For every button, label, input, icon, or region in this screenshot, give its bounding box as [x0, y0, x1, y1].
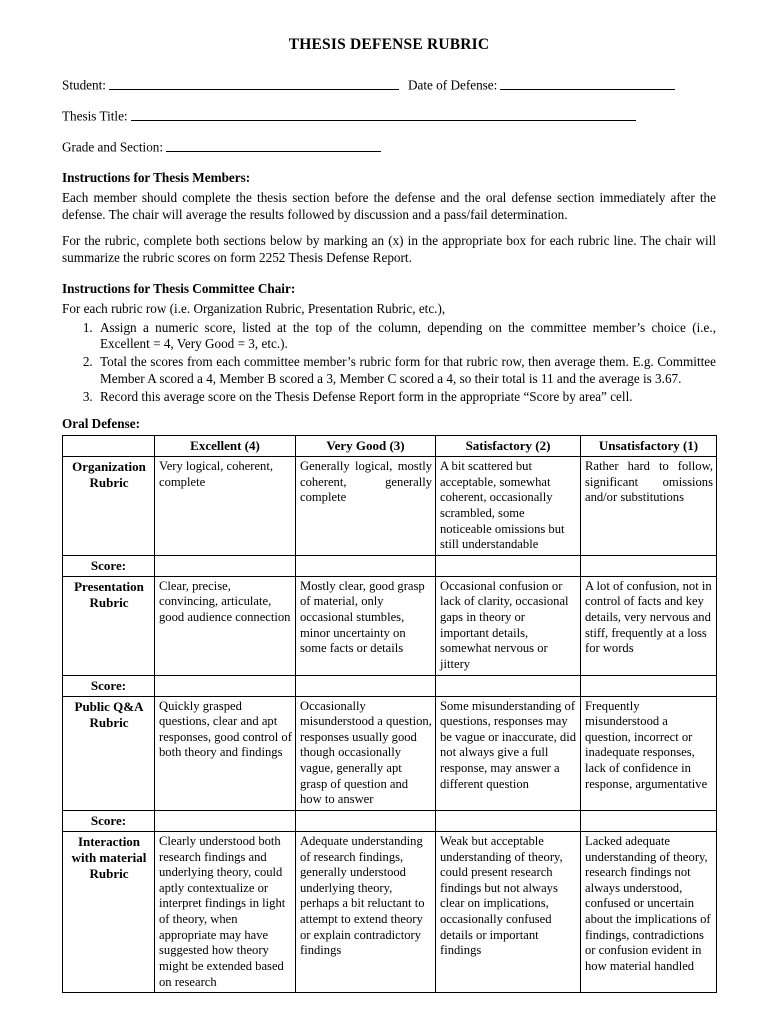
- cell-public-qa-unsatisfactory[interactable]: Frequently misunderstood a question, incorrect or inadequate responses, lack of confidence in response, argumentative: [581, 696, 717, 810]
- page-title: THESIS DEFENSE RUBRIC: [288, 36, 490, 53]
- form-row-grade-section: [62, 138, 716, 156]
- score-input-presentation-satisfactory[interactable]: [436, 675, 581, 696]
- cell-presentation-very-good[interactable]: Mostly clear, good grasp of material, only occasional stumbles, minor uncertainty on some facts or details: [296, 576, 436, 675]
- instructions-members-heading: Instructions for Thesis Members:: [62, 170, 251, 186]
- cell-organization-satisfactory[interactable]: A bit scattered but acceptable, somewhat coherent, occasionally scrambled, some noticeable omissions but still understandable: [436, 457, 581, 556]
- thesis-title-label: Thesis Title:: [62, 108, 128, 124]
- date-of-defense-label: Date of Defense:: [407, 77, 498, 93]
- score-label-presentation: Score:: [63, 675, 155, 696]
- column-header-excellent: Excellent (4): [155, 436, 296, 457]
- row-label-public-qa-rubric: Public Q&A Rubric: [63, 696, 155, 810]
- instructions-members-paragraph-1: Each member should complete the thesis section before the defense and the oral defense section immediately after the defense. The chair will average the results followed by discussion and a pass/fail determination.: [62, 190, 716, 222]
- grade-and-section-input[interactable]: [166, 138, 381, 152]
- chair-step-3: 3. Record this average score on the Thesis Defense Report form in the appropriate “Score by area” cell.: [96, 389, 716, 406]
- instructions-chair-steps: [62, 320, 716, 406]
- column-header-very-good: Very Good (3): [296, 436, 436, 457]
- score-row-organization: [63, 555, 717, 576]
- cell-presentation-excellent[interactable]: Clear, precise, convincing, articulate, good audience connection: [155, 576, 296, 675]
- column-header-unsatisfactory: Unsatisfactory (1): [581, 436, 717, 457]
- instructions-members-paragraph-2: For the rubric, complete both sections below by marking an (x) in the appropriate box for each rubric line. The chair will summarize the rubric scores on form 2252 Thesis Defense Report.: [62, 232, 716, 265]
- row-label-organization-rubric: Organization Rubric: [63, 457, 155, 556]
- cell-interaction-very-good[interactable]: Adequate understanding of research findings, generally understood underlying theory, perhaps a bit reluctant to attempt to extend theory or explain contradictory findings: [296, 832, 436, 993]
- form-row-student-date: [62, 76, 716, 94]
- chair-step-2: 2. Total the scores from each committee member’s rubric form for that rubric row, then average them. E.g. Committee Member A scored a 4, Member B scored a 3, Member C scored a 4, so their total is 11 and the average is 3.67.: [96, 354, 716, 388]
- cell-public-qa-excellent[interactable]: Quickly grasped questions, clear and apt responses, good control of both theory and findings: [155, 696, 296, 810]
- score-row-presentation: [63, 675, 717, 696]
- score-input-public-qa-excellent[interactable]: [155, 810, 296, 831]
- cell-organization-unsatisfactory[interactable]: Rather hard to follow, significant omissions and/or substitutions: [581, 457, 717, 556]
- form-row-thesis-title: [62, 107, 716, 125]
- student-label: Student:: [62, 77, 106, 93]
- score-label-organization: Score:: [63, 555, 155, 576]
- chair-step-1: 1. Assign a numeric score, listed at the top of the column, depending on the committee member’s choice (i.e., Excellent = 4, Very Good = 3, etc.).: [96, 320, 716, 354]
- score-input-presentation-unsatisfactory[interactable]: [581, 675, 717, 696]
- cell-organization-excellent[interactable]: Very logical, coherent, complete: [155, 457, 296, 556]
- cell-interaction-excellent[interactable]: Clearly understood both research findings and underlying theory, could aptly contextualize or interpret findings in light of theory, when appropriate may have suggested how theory might be extended based on research: [155, 832, 296, 993]
- cell-presentation-unsatisfactory[interactable]: A lot of confusion, not in control of facts and key details, very nervous and stiff, frequently at a loss for words: [581, 576, 717, 675]
- thesis-title-input[interactable]: [131, 107, 636, 121]
- column-header-blank: [63, 436, 155, 457]
- grade-and-section-label: Grade and Section:: [62, 139, 164, 155]
- score-input-organization-unsatisfactory[interactable]: [581, 555, 717, 576]
- table-row: [63, 457, 717, 556]
- score-input-public-qa-very-good[interactable]: [296, 810, 436, 831]
- score-input-public-qa-satisfactory[interactable]: [436, 810, 581, 831]
- row-label-presentation-rubric: Presentation Rubric: [63, 576, 155, 675]
- score-input-organization-very-good[interactable]: [296, 555, 436, 576]
- student-input[interactable]: [109, 76, 399, 90]
- row-label-interaction-with-material-rubric: Interaction with material Rubric: [63, 832, 155, 993]
- table-row: [63, 832, 717, 993]
- page-content: [62, 36, 716, 993]
- table-row: [63, 576, 717, 675]
- cell-public-qa-satisfactory[interactable]: Some misunderstanding of questions, responses may be vague or inaccurate, did not always give a full response, may answer a different question: [436, 696, 581, 810]
- oral-defense-section-label: Oral Defense:: [62, 416, 140, 431]
- cell-presentation-satisfactory[interactable]: Occasional confusion or lack of clarity, occasional gaps in theory or important details, somewhat nervous or jittery: [436, 576, 581, 675]
- oral-defense-rubric-table: [62, 435, 717, 993]
- instructions-chair-heading: Instructions for Thesis Committee Chair:: [62, 280, 296, 296]
- cell-public-qa-very-good[interactable]: Occasionally misunderstood a question, responses usually good though occasionally vague, generally apt grasp of question and how to answer: [296, 696, 436, 810]
- score-input-organization-excellent[interactable]: [155, 555, 296, 576]
- score-input-organization-satisfactory[interactable]: [436, 555, 581, 576]
- cell-interaction-unsatisfactory[interactable]: Lacked adequate understanding of theory, research findings not always understood, confused or uncertain about the implications of findings, contradictions or confusion evident in how material handled: [581, 832, 717, 993]
- cell-organization-very-good[interactable]: Generally logical, mostly coherent, generally complete: [296, 457, 436, 556]
- score-input-presentation-excellent[interactable]: [155, 675, 296, 696]
- date-of-defense-input[interactable]: [500, 76, 675, 90]
- table-row: [63, 696, 717, 810]
- instructions-chair-intro: For each rubric row (i.e. Organization Rubric, Presentation Rubric, etc.),: [62, 300, 446, 316]
- column-header-satisfactory: Satisfactory (2): [436, 436, 581, 457]
- score-input-public-qa-unsatisfactory[interactable]: [581, 810, 717, 831]
- score-label-public-qa: Score:: [63, 810, 155, 831]
- score-input-presentation-very-good[interactable]: [296, 675, 436, 696]
- score-row-public-qa: [63, 810, 717, 831]
- table-header-row: [63, 436, 717, 457]
- cell-interaction-satisfactory[interactable]: Weak but acceptable understanding of theory, could present research findings but not always clear on implications, occasionally confused details or important findings: [436, 832, 581, 993]
